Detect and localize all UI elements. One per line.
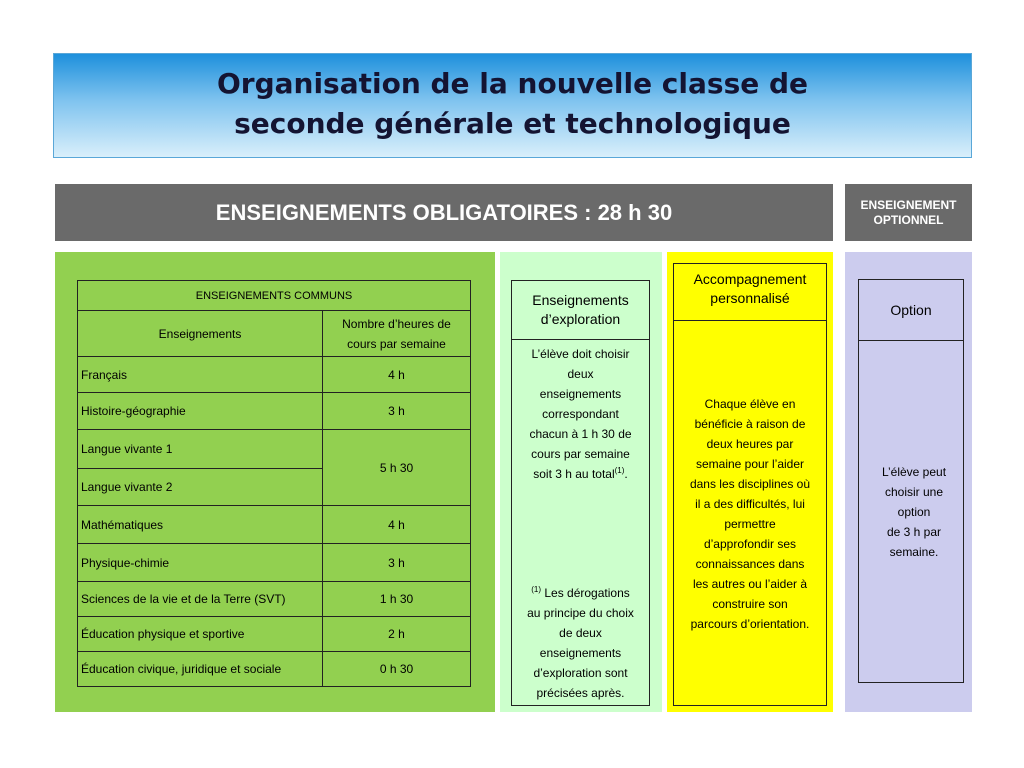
option-title <box>858 279 964 341</box>
table-caption-row <box>78 281 471 311</box>
personal-support-line: parcours d’orientation. <box>690 617 810 631</box>
exploration-title <box>511 280 650 340</box>
subject-cell: Éducation physique et sportive <box>78 617 323 652</box>
personal-support-line: Chaque élève en <box>704 397 796 411</box>
personal-support-line: deux heures par <box>706 437 794 451</box>
subject-cell: Sciences de la vie et de la Terre (SVT) <box>78 582 323 617</box>
subject-cell: Français <box>78 357 323 393</box>
footnote-marker: (1) <box>614 466 625 475</box>
personal-support-title <box>673 263 827 321</box>
hours-cell: 4 h <box>323 506 471 544</box>
exploration-line: L’élève doit choisir <box>531 347 630 361</box>
page-title <box>53 64 972 144</box>
table-row <box>78 582 471 617</box>
table-row <box>78 357 471 393</box>
personal-support-line: d’approfondir ses <box>703 537 797 551</box>
column-header-hours-line-2: cours par semaine <box>347 336 446 351</box>
column-header-hours <box>323 311 471 357</box>
table-row <box>78 430 471 469</box>
table-row <box>78 544 471 582</box>
personal-support-line: il a des difficultés, lui <box>695 497 805 511</box>
optional-course-label-line-2: OPTIONNEL <box>873 212 944 227</box>
footnote-marker: (1) <box>531 585 542 594</box>
subject-cell: Physique-chimie <box>78 544 323 582</box>
footnote-line: d’exploration sont <box>533 666 628 680</box>
option-line: L’élève peut <box>881 465 947 479</box>
footnote-line: au principe du choix <box>527 606 634 620</box>
exploration-title-line-1: Enseignements <box>532 291 629 308</box>
personal-support-line: permettre <box>724 517 776 531</box>
obligatory-courses-header <box>55 184 833 241</box>
option-title-label: Option <box>890 301 932 318</box>
footnote-line: de deux <box>559 626 602 640</box>
personal-support-line: semaine pour l’aider <box>695 457 805 471</box>
exploration-description <box>515 344 646 484</box>
table-caption: ENSEIGNEMENTS COMMUNS <box>78 281 471 311</box>
common-courses-table <box>77 280 471 687</box>
personal-support-title-line-1: Accompagnement <box>693 271 807 287</box>
exploration-title-line-2: d’exploration <box>540 310 621 327</box>
table-row <box>78 393 471 430</box>
page-title-line-2: seconde générale et technologique <box>234 107 791 140</box>
subject-cell: Mathématiques <box>78 506 323 544</box>
exploration-end-period: . <box>624 467 628 481</box>
option-line: de 3 h par <box>886 525 942 539</box>
option-line: option <box>897 505 931 519</box>
footnote-line: précisées après. <box>536 686 625 700</box>
subject-cell: Langue vivante 2 <box>78 469 323 506</box>
footnote-line: enseignements <box>539 646 622 660</box>
obligatory-courses-label: ENSEIGNEMENTS OBLIGATOIRES : 28 h 30 <box>215 199 673 225</box>
personal-support-line: construire son <box>712 597 788 611</box>
table-header-row <box>78 311 471 357</box>
column-header-subject: Enseignements <box>78 311 323 357</box>
hours-cell: 4 h <box>323 357 471 393</box>
subject-cell: Éducation civique, juridique et sociale <box>78 652 323 687</box>
personal-support-description <box>677 394 823 634</box>
optional-course-header <box>845 184 972 241</box>
personal-support-line: connaissances dans <box>695 557 805 571</box>
exploration-line: deux <box>567 367 594 381</box>
subject-cell: Histoire-géographie <box>78 393 323 430</box>
hours-cell: 0 h 30 <box>323 652 471 687</box>
option-line: choisir une <box>884 485 944 499</box>
hours-cell: 3 h <box>323 393 471 430</box>
exploration-line-last <box>515 464 646 484</box>
personal-support-title-line-2: personnalisé <box>710 290 790 306</box>
hours-cell: 2 h <box>323 617 471 652</box>
page-title-line-1: Organisation de la nouvelle classe de <box>216 67 809 100</box>
optional-course-label-line-1: ENSEIGNEMENT <box>860 197 957 212</box>
personal-support-line: dans les disciplines où <box>689 477 811 491</box>
option-line: semaine. <box>889 545 939 559</box>
exploration-total-text: soit 3 h au total <box>533 467 615 481</box>
table-row <box>78 506 471 544</box>
footnote-line-first <box>515 583 646 603</box>
footnote-first-text: Les dérogations <box>541 586 630 600</box>
option-description <box>864 462 964 562</box>
exploration-line: cours par semaine <box>531 447 630 461</box>
hours-cell: 3 h <box>323 544 471 582</box>
hours-cell-merged: 5 h 30 <box>323 430 471 506</box>
exploration-line: chacun à 1 h 30 de <box>529 427 632 441</box>
personal-support-line: bénéficie à raison de <box>694 417 806 431</box>
table-row <box>78 652 471 687</box>
personal-support-line: les autres ou l’aider à <box>692 577 808 591</box>
hours-cell: 1 h 30 <box>323 582 471 617</box>
table-row <box>78 617 471 652</box>
column-header-hours-line-1: Nombre d’heures de <box>342 316 451 331</box>
exploration-footnote <box>515 583 646 703</box>
subject-cell: Langue vivante 1 <box>78 430 323 469</box>
exploration-line: correspondant <box>542 407 619 421</box>
exploration-line: enseignements <box>539 387 622 401</box>
